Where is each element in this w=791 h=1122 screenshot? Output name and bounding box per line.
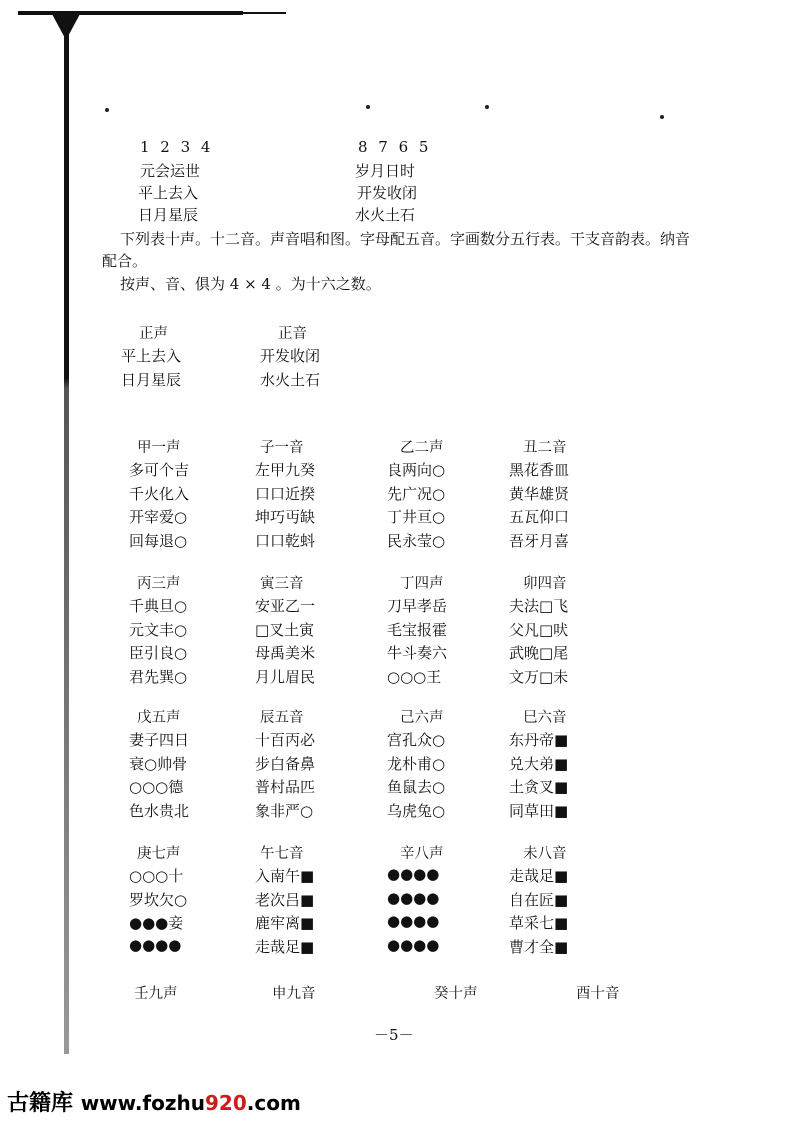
table-cell: 曹才全■ xyxy=(509,937,569,956)
table-cell: ●●●● xyxy=(387,935,440,954)
header-left-row: 平上去入 xyxy=(138,184,199,202)
table-cell: 衰○帅骨 xyxy=(129,754,188,773)
table-cell: 鹿牢离■ xyxy=(255,914,315,932)
table-cell: 土贪叉■ xyxy=(509,778,569,796)
column-heading: 丑二音 xyxy=(523,440,567,456)
site-url-prefix: www.fozhu xyxy=(80,1091,205,1115)
column-heading: 卯四音 xyxy=(523,576,567,592)
table-cell: 丁井亘○ xyxy=(387,508,446,526)
header-left-row: 元会运世 xyxy=(140,162,201,180)
table-cell: 千火化入 xyxy=(129,484,190,503)
table-cell: 君先巽○ xyxy=(129,667,188,686)
note-paragraph: 按声、音、俱为 4 × 4 。为十六之数。 xyxy=(120,275,381,293)
site-watermark xyxy=(7,1086,301,1117)
top-border-line-2 xyxy=(206,12,286,14)
table-cell: 良两向○ xyxy=(387,461,446,479)
table-cell: 象非严○ xyxy=(255,801,314,820)
speck xyxy=(105,108,109,112)
table-cell: ●●●妾 xyxy=(129,914,184,932)
zheng-yin-heading: 正音 xyxy=(278,326,307,342)
column-heading: 辛八声 xyxy=(400,846,444,862)
table-cell: 文万□未 xyxy=(509,667,569,686)
table-cell: 左甲九癸 xyxy=(255,461,316,479)
zheng-sheng-row: 平上去入 xyxy=(121,347,182,365)
table-cell: 步白备鼻 xyxy=(255,754,316,773)
table-cell: 走哉足■ xyxy=(509,867,569,885)
table-cell: 回每退○ xyxy=(129,531,188,550)
last-head: 申九音 xyxy=(272,986,316,1002)
table-cell: 自在匠■ xyxy=(509,890,569,909)
table-cell: ●●●● xyxy=(387,912,440,930)
table-cell: ○○○十 xyxy=(129,867,184,885)
table-cell: 父凡□吠 xyxy=(509,620,569,639)
table-cell: 民永莹○ xyxy=(387,531,446,550)
zheng-yin-row: 水火土石 xyxy=(260,371,321,389)
table-cell: 千典旦○ xyxy=(129,597,188,615)
speck xyxy=(485,105,489,109)
table-cell: 东丹帝■ xyxy=(509,731,569,749)
table-cell: 元文丰○ xyxy=(129,620,188,639)
column-heading: 寅三音 xyxy=(260,576,304,592)
binding-spine-line xyxy=(64,14,69,1054)
table-cell: ○○○德 xyxy=(129,778,184,796)
column-heading: 丁四声 xyxy=(400,576,444,592)
column-heading: 庚七声 xyxy=(137,846,181,862)
column-heading: 巳六音 xyxy=(523,710,567,726)
table-cell: ●●●● xyxy=(129,935,182,954)
table-cell: 吾牙月喜 xyxy=(509,531,570,550)
table-cell: 宫孔众○ xyxy=(387,731,446,749)
table-cell: ●●●● xyxy=(387,888,440,907)
table-cell: 毛宝报霍 xyxy=(387,620,448,639)
table-cell: 臣引良○ xyxy=(129,644,188,662)
table-cell: 龙朴甫○ xyxy=(387,754,446,773)
table-cell: 安亚乙一 xyxy=(255,597,316,615)
table-cell: 夫法□飞 xyxy=(509,597,569,615)
last-head: 壬九声 xyxy=(134,986,178,1002)
speck xyxy=(366,105,370,109)
table-cell: 口口乾蚪 xyxy=(255,531,316,550)
table-cell: 武晚□尾 xyxy=(509,644,569,662)
column-heading: 子一音 xyxy=(260,440,304,456)
table-cell: ●●●● xyxy=(387,865,440,883)
table-cell: 普村品匹 xyxy=(255,778,316,796)
header-left-row: 1 2 3 4 xyxy=(140,138,214,156)
table-cell: 口口近揆 xyxy=(255,484,316,503)
column-heading: 午七音 xyxy=(260,846,304,862)
header-right-row: 8 7 6 5 xyxy=(358,138,432,156)
zheng-sheng-heading: 正声 xyxy=(139,326,168,342)
header-right-row: 岁月日时 xyxy=(355,162,416,180)
header-right-row: 水火土石 xyxy=(355,206,416,224)
speck xyxy=(660,115,664,119)
site-url-number: 920 xyxy=(205,1091,247,1115)
table-cell: 母禹美米 xyxy=(255,644,316,662)
intro-paragraph: 下列表十声。十二音。声音唱和图。字母配五音。字画数分五行表。干支音韵表。纳音配合。 xyxy=(102,230,691,270)
table-cell: □叉土寅 xyxy=(255,620,315,639)
table-cell: 黄华雄贤 xyxy=(509,484,570,503)
header-right-row: 开发收闭 xyxy=(357,184,418,202)
table-cell: 走哉足■ xyxy=(255,937,315,956)
table-cell: 牛斗奏六 xyxy=(387,644,448,662)
table-cell: 五瓦仰口 xyxy=(509,508,570,526)
zheng-yin-row: 开发收闭 xyxy=(260,347,321,365)
site-brand: 古籍库 xyxy=(7,1091,74,1116)
table-cell: 妻子四日 xyxy=(129,731,190,749)
table-cell: 老次吕■ xyxy=(255,890,315,909)
column-heading: 戊五声 xyxy=(137,710,181,726)
table-cell: 色水贵北 xyxy=(129,801,190,820)
last-head: 癸十声 xyxy=(434,986,478,1002)
column-heading: 未八音 xyxy=(523,846,567,862)
table-cell: 罗坎欠○ xyxy=(129,890,188,909)
last-head: 酉十音 xyxy=(576,986,620,1002)
table-cell: ○○○王 xyxy=(387,667,442,686)
table-cell: 开宰爱○ xyxy=(129,508,188,526)
column-heading: 辰五音 xyxy=(260,710,304,726)
table-cell: 坤巧丏缺 xyxy=(255,508,316,526)
table-cell: 兑大弟■ xyxy=(509,754,569,773)
column-heading: 己六声 xyxy=(400,710,444,726)
column-heading: 乙二声 xyxy=(400,440,444,456)
table-cell: 草采七■ xyxy=(509,914,569,932)
table-cell: 十百丙必 xyxy=(255,731,316,749)
table-cell: 鱼鼠去○ xyxy=(387,778,446,796)
page-number: －5－ xyxy=(374,1026,414,1044)
table-cell: 乌虎兔○ xyxy=(387,801,446,820)
table-cell: 入南午■ xyxy=(255,867,315,885)
table-cell: 同草田■ xyxy=(509,801,569,820)
table-cell: 月儿眉民 xyxy=(255,667,316,686)
table-cell: 先广况○ xyxy=(387,484,446,503)
table-cell: 刀早孝岳 xyxy=(387,597,448,615)
header-left-row: 日月星辰 xyxy=(138,206,199,224)
binding-spine-tip xyxy=(52,14,80,40)
column-heading: 甲一声 xyxy=(137,440,181,456)
column-heading: 丙三声 xyxy=(137,576,181,592)
site-url-suffix: .com xyxy=(246,1091,301,1115)
table-cell: 黑花香皿 xyxy=(509,461,570,479)
zheng-sheng-row: 日月星辰 xyxy=(121,371,182,389)
table-cell: 多可个吉 xyxy=(129,461,190,479)
